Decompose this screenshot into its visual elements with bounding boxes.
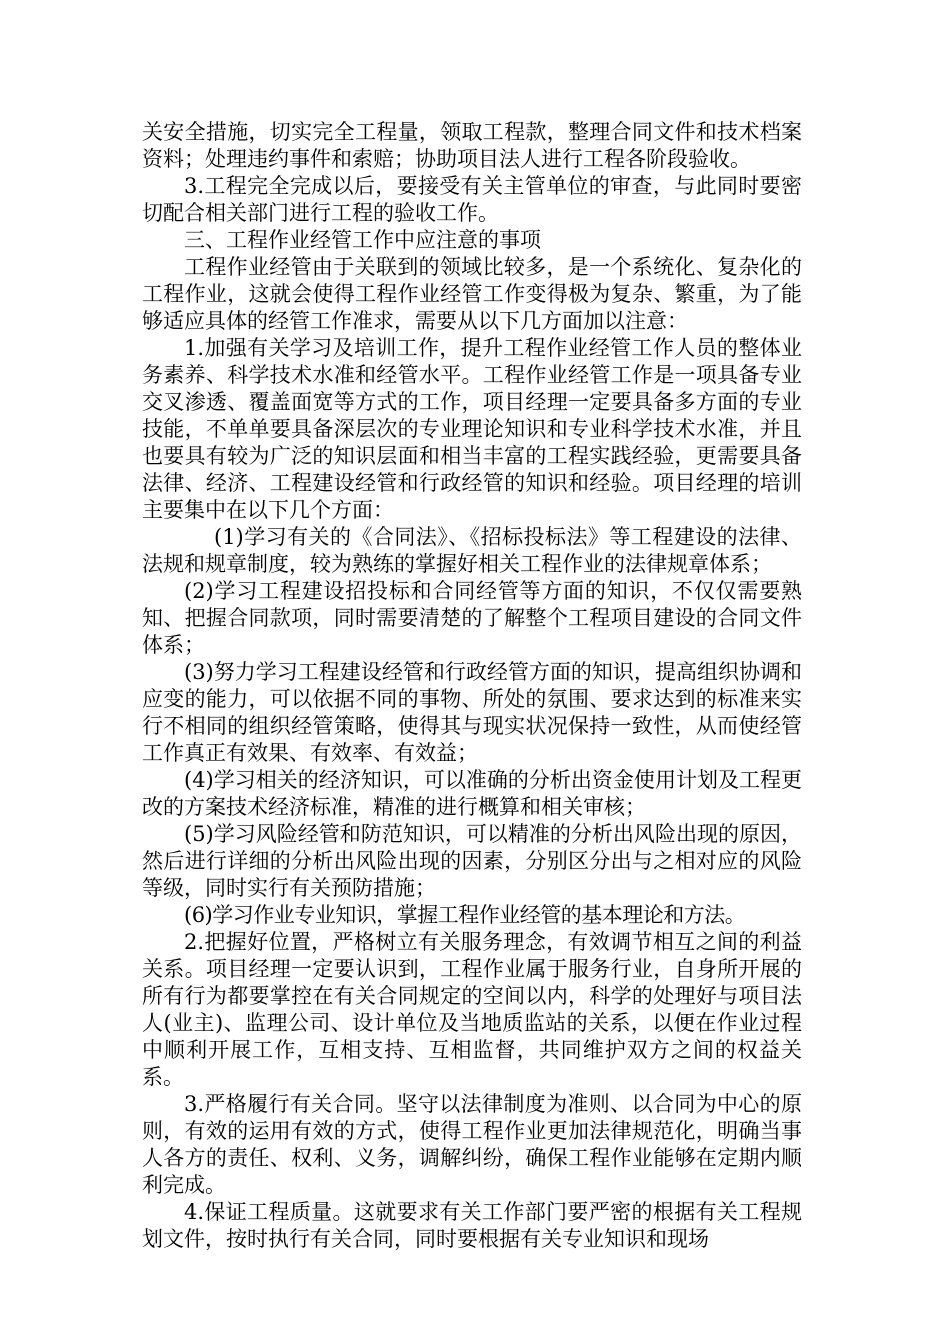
paragraph-subitem-4: (4)学习相关的经济知识，可以准确的分析出资金使用计划及工程更改的方案技术经济标准，精准的进行概算和相关审核；: [142, 768, 802, 819]
paragraph-subitem-2: (2)学习工程建设招投标和合同经管等方面的知识，不仅仅需要熟知、把握合同款项，同时需要清楚的了解整个工程项目建设的合同文件体系；: [142, 579, 802, 657]
paragraph-item-2-position: 2.把握好位置，严格树立有关服务理念，有效调节相互之间的利益关系。项目经理一定要认识到，工程作业属于服务行业，自身所开展的所有行为都要掌控在有关合同规定的空间以内，科学的处理好与项目法人(业主)、监理公司、设计单位及当地质监站的关系，以便在作业过程中顺利开展工作，互相支持、互相监督，共同维护双方之间的权益关系。: [142, 930, 802, 1089]
paragraph-item-3-acceptance: 3.工程完全完成以后，要接受有关主管单位的审查，与此同时要密切配合相关部门进行工程的验收工作。: [142, 174, 802, 225]
section-heading-3: 三、工程作业经管工作中应注意的事项: [184, 228, 541, 252]
paragraph-item-1-training: 1.加强有关学习及培训工作，提升工程作业经管工作人员的整体业务素养、科学技术水准和经管水平。工程作业经管工作是一项具备专业交叉渗透、覆盖面宽等方式的工作，项目经理一定要具备多方面的专业技能，不单单要具备深层次的专业理论知识和专业科学技术水准，并且也要具有较为广泛的知识层面和相当丰富的工程实践经验，更需要具备法律、经济、工程建设经管和行政经管的知识和经验。项目经理的培训主要集中在以下几个方面：: [142, 336, 802, 522]
paragraph-item-3-contract: 3.严格履行有关合同。坚守以法律制度为准则、以合同为中心的原则，有效的运用有效的方式，使得工程作业更加法律规范化，明确当事人各方的责任、权利、义务，调解纠纷，确保工程作业能够在定期内顺利完成。: [142, 1092, 802, 1197]
paragraph-subitem-5: (5)学习风险经管和防范知识，可以精准的分析出风险出现的原因，然后进行详细的分析出风险出现的因素，分别区分出与之相对应的风险等级，同时实行有关预防措施；: [142, 822, 802, 900]
paragraph-intro: 工程作业经管由于关联到的领域比较多，是一个系统化、复杂化的工程作业，这就会使得工程作业经管工作变得极为复杂、繁重，为了能够适应具体的经管工作准求，需要从以下几方面加以注意：: [142, 255, 802, 333]
paragraph-subitem-1: (1)学习有关的《合同法》、《招标投标法》等工程建设的法律、法规和规章制度，较为熟练的掌握好相关工程作业的法律规章体系；: [142, 525, 802, 576]
document-page: [142, 119, 802, 1253]
paragraph-subitem-3: (3)努力学习工程建设经管和行政经管方面的知识，提高组织协调和应变的能力，可以依据不同的事物、所处的氛围、要求达到的标准来实行不相同的组织经管策略，使得其与现实状况保持一致性，从而使经管工作真正有效果、有效率、有效益；: [142, 660, 802, 765]
paragraph-safety-measures: 关安全措施，切实完全工程量，领取工程款，整理合同文件和技术档案资料；处理违约事件和索赔；协助项目法人进行工程各阶段验收。: [142, 120, 802, 171]
paragraph-subitem-6: (6)学习作业专业知识，掌握工程作业经管的基本理论和方法。: [184, 903, 746, 927]
paragraph-item-4-quality: 4.保证工程质量。这就要求有关工作部门要严密的根据有关工程规划文件，按时执行有关合同，同时要根据有关专业知识和现场: [142, 1200, 802, 1251]
